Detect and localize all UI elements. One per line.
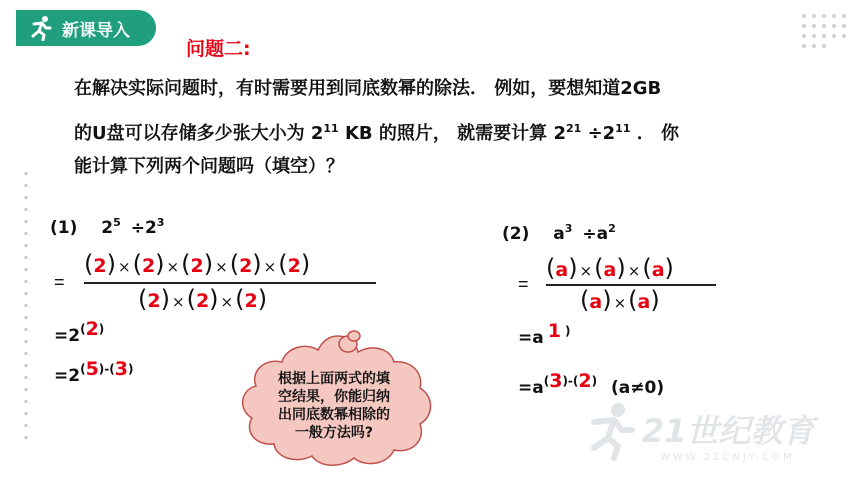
watermark-logo	[584, 398, 834, 469]
decorative-dots	[800, 12, 848, 48]
question-title: 问题二:	[186, 38, 251, 60]
problem1-numerator: (2) ×(2) ×(2) ×(2) ×(2)	[84, 250, 311, 278]
fill-answer: a	[603, 259, 617, 281]
base: 2	[101, 218, 114, 238]
equals-sign: =	[54, 272, 65, 292]
fill-answer: a	[555, 259, 569, 281]
fill-answer: a	[651, 259, 665, 281]
fill-answer: 3	[114, 358, 128, 380]
fill-answer: 2	[93, 255, 107, 277]
step-prefix: =a	[518, 328, 544, 348]
exponent: 3	[564, 222, 573, 235]
exponent: 5	[113, 216, 121, 229]
text-span: ÷2	[581, 123, 616, 144]
fill-answer: 2	[287, 255, 301, 277]
paragraph-line-2	[74, 118, 794, 145]
fill-answer: 2	[239, 255, 253, 277]
problem2-header	[502, 222, 616, 244]
problem1-header	[50, 216, 164, 238]
paragraph-line-1: 在解决实际问题时，有时需要用到同底数幂的除法． 例如，要想知道2GB	[74, 78, 662, 99]
runner-icon	[28, 15, 54, 41]
fill-answer: 2	[578, 370, 592, 392]
step-prefix: =2	[54, 366, 81, 386]
exponent: 2	[608, 222, 616, 235]
problem1-step2: =2(2)	[54, 318, 105, 346]
bubble-line: 空结果，你能归纳	[278, 389, 390, 405]
exponent: 21	[565, 122, 582, 135]
fill-answer: 1	[547, 320, 561, 342]
text-span: 的U盘可以存储多少张大小为 2	[74, 123, 324, 144]
problem1-step3: =2(5)-(3)	[54, 358, 134, 386]
watermark-runner-icon	[584, 398, 834, 464]
base: a	[553, 224, 565, 244]
bubble-line: 根据上面两式的填	[278, 371, 390, 387]
minus-sign: )-(	[562, 374, 579, 388]
problem2-step3: =a(3)-(2) (a≠0)	[518, 370, 665, 398]
svg-text:WWW.21CNJY.COM: WWW.21CNJY.COM	[660, 452, 795, 463]
division-term: ÷2	[130, 218, 157, 238]
step-prefix: =a	[518, 378, 544, 398]
division-term: ÷a	[582, 224, 609, 244]
decorative-dotted-line	[24, 172, 28, 442]
bubble-line: 一般方法吗?	[294, 425, 374, 441]
equals-sign: =	[518, 274, 529, 294]
fill-answer: 2	[147, 290, 161, 312]
problem-label: (2)	[502, 224, 530, 244]
fill-answer: 2	[85, 318, 99, 340]
problem2-denominator: (a) ×(a)	[580, 286, 660, 314]
fill-answer: a	[589, 291, 603, 313]
problem2-step2: =a 1 )	[518, 320, 571, 348]
svg-text:21世纪教育: 21世纪教育	[642, 412, 815, 450]
bubble-text	[262, 370, 406, 442]
exponent: 11	[615, 122, 631, 135]
fill-answer: 2	[141, 255, 156, 277]
badge-label: 新课导入	[62, 20, 130, 41]
fill-answer: a	[637, 291, 651, 313]
fill-answer: 5	[85, 358, 99, 380]
fill-answer: 2	[190, 255, 204, 277]
fill-answer: 2	[195, 290, 210, 312]
text-span: ． 你	[630, 123, 680, 144]
fraction-line	[84, 282, 376, 284]
minus-sign: )-(	[98, 362, 115, 376]
problem2-numerator: (a) ×(a) ×(a)	[546, 254, 674, 282]
text-span: KB 的照片， 就需要计算 2	[338, 123, 566, 144]
fill-answer: 3	[549, 370, 563, 392]
bubble-line: 出同底数幂相除的	[278, 407, 390, 423]
exponent: 3	[156, 216, 165, 229]
step-prefix: =2	[54, 326, 81, 346]
problem1-denominator: (2) ×(2) ×(2)	[138, 285, 268, 313]
problem-label: (1)	[50, 218, 78, 238]
fill-answer: 2	[244, 290, 258, 312]
condition-text: (a≠0)	[611, 378, 665, 398]
exponent: 11	[323, 122, 339, 135]
section-badge	[16, 10, 156, 46]
paragraph-line-3: 能计算下列两个问题吗（填空）？	[74, 156, 344, 177]
